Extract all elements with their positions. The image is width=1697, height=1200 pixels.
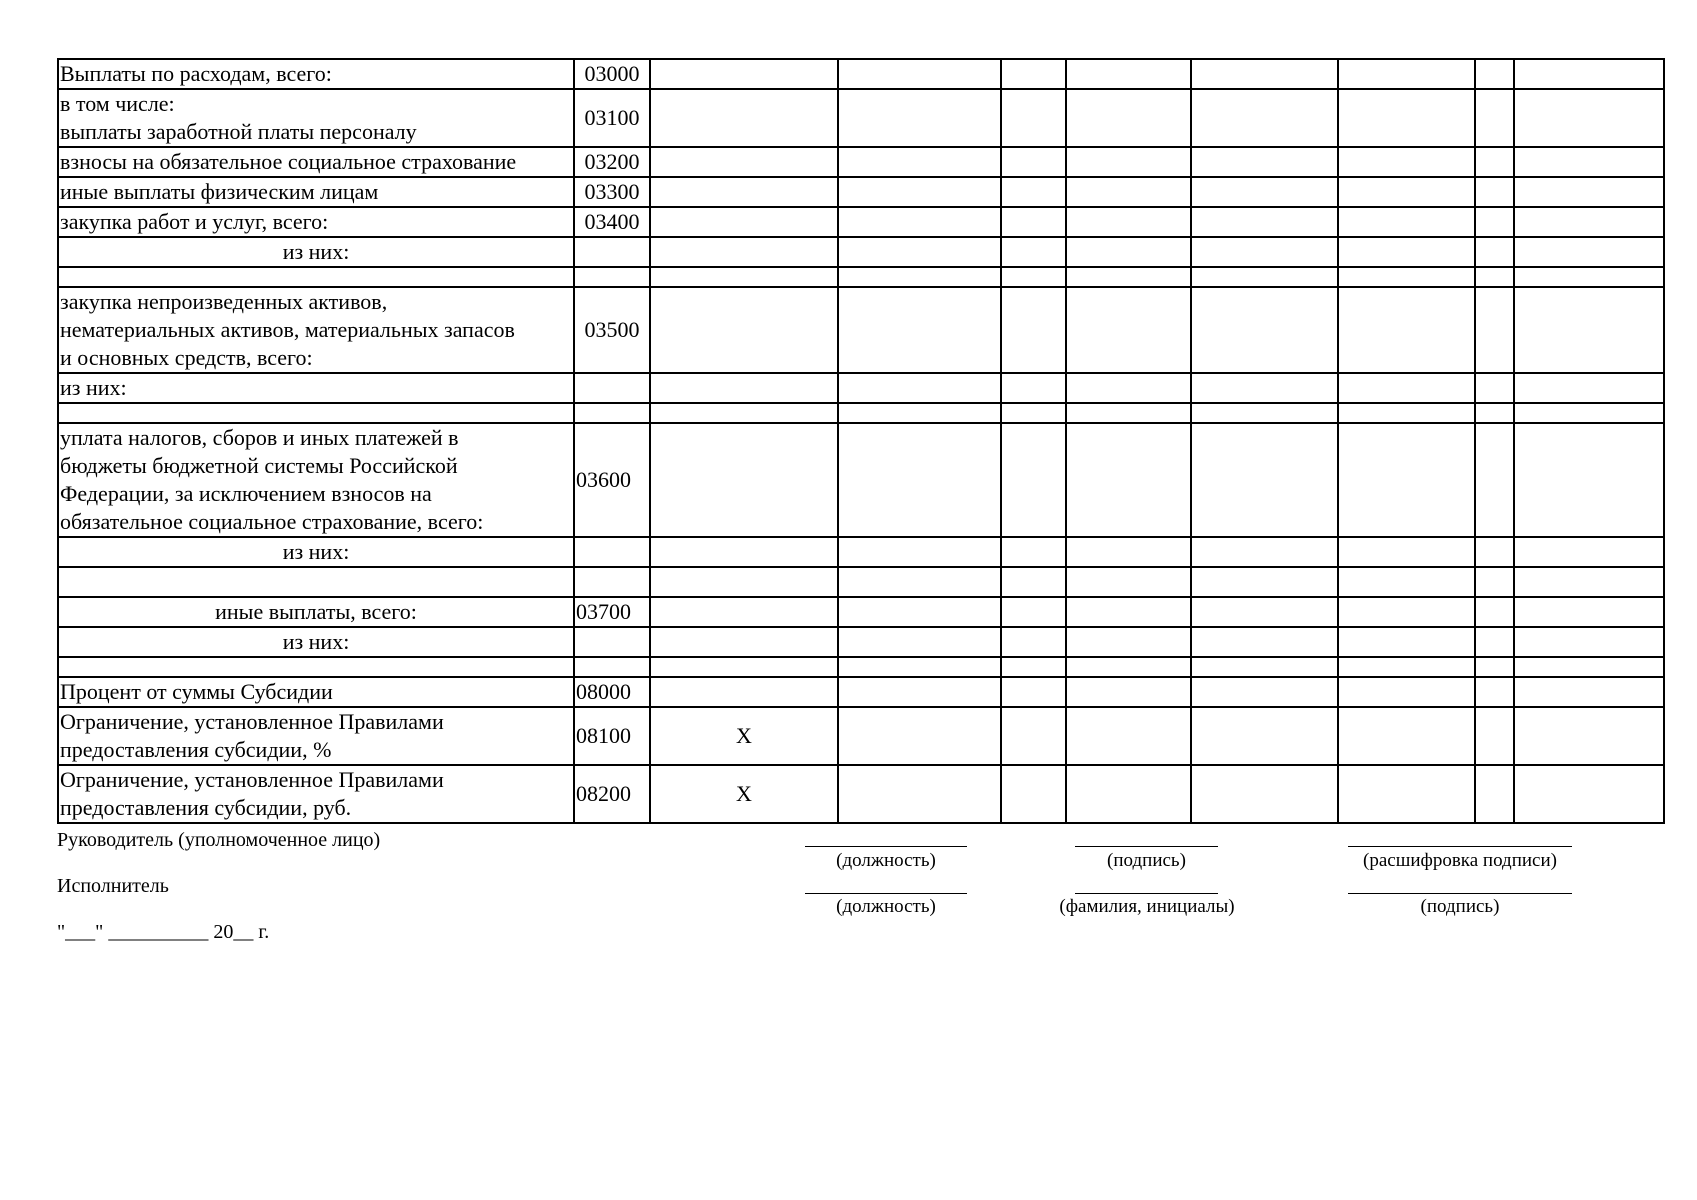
value-cell — [1001, 627, 1066, 657]
value-cell — [1475, 89, 1514, 147]
value-cell — [1475, 287, 1514, 373]
row-label: взносы на обязательное социальное страхование — [58, 147, 574, 177]
row-label-line: бюджеты бюджетной системы Российской — [60, 453, 458, 478]
value-cell — [1191, 237, 1338, 267]
signature-caption: (подпись) — [1420, 896, 1500, 917]
value-cell — [1191, 765, 1338, 823]
value-cell — [1001, 267, 1066, 287]
value-cell — [1001, 597, 1066, 627]
row-code: 03700 — [574, 597, 650, 627]
value-cell — [1514, 287, 1664, 373]
value-cell — [1191, 147, 1338, 177]
decoding-line — [1348, 846, 1572, 847]
value-cell — [1338, 403, 1475, 423]
value-cell — [1338, 707, 1475, 765]
value-cell — [1066, 237, 1191, 267]
value-cell — [1066, 373, 1191, 403]
value-cell — [1338, 537, 1475, 567]
value-cell — [1001, 177, 1066, 207]
x-mark: X — [650, 707, 838, 765]
value-cell — [1191, 267, 1338, 287]
value-cell — [1001, 89, 1066, 147]
value-cell — [1066, 677, 1191, 707]
row-code: 03300 — [574, 177, 650, 207]
row-label-line: предоставления субсидии, % — [60, 737, 332, 762]
value-cell — [1338, 177, 1475, 207]
table-row — [58, 267, 1664, 287]
value-cell — [1066, 177, 1191, 207]
value-cell — [1514, 627, 1664, 657]
decoding-caption: (расшифровка подписи) — [1363, 850, 1557, 871]
value-cell — [1001, 765, 1066, 823]
value-cell — [1475, 373, 1514, 403]
row-code: 03200 — [574, 147, 650, 177]
value-cell — [1191, 373, 1338, 403]
value-cell — [650, 89, 838, 147]
table-row — [58, 707, 1664, 765]
value-cell — [1066, 89, 1191, 147]
row-label — [58, 567, 574, 597]
value-cell — [838, 423, 1001, 537]
value-cell — [1514, 207, 1664, 237]
value-cell — [1514, 177, 1664, 207]
value-cell — [1001, 147, 1066, 177]
value-cell — [1191, 177, 1338, 207]
table-row — [58, 627, 1664, 657]
row-label-line: Ограничение, установленное Правилами — [60, 709, 444, 734]
value-cell — [1001, 707, 1066, 765]
value-cell — [838, 287, 1001, 373]
value-cell — [1514, 765, 1664, 823]
row-code: 03100 — [574, 89, 650, 147]
row-code: 03000 — [574, 59, 650, 89]
value-cell — [1191, 657, 1338, 677]
executor-label: Исполнитель — [57, 875, 169, 897]
row-label — [58, 765, 574, 823]
value-cell — [650, 207, 838, 237]
value-cell — [838, 373, 1001, 403]
value-cell — [838, 657, 1001, 677]
head-label: Руководитель (уполномоченное лицо) — [57, 829, 381, 851]
value-cell — [650, 267, 838, 287]
row-code: 08000 — [574, 677, 650, 707]
row-code — [574, 373, 650, 403]
value-cell — [1001, 237, 1066, 267]
value-cell — [1338, 423, 1475, 537]
value-cell — [1001, 567, 1066, 597]
date-line: "___" __________ 20__ г. — [57, 921, 270, 943]
value-cell — [838, 677, 1001, 707]
row-code — [574, 537, 650, 567]
row-label — [58, 707, 574, 765]
value-cell — [650, 177, 838, 207]
row-label-line: обязательное социальное страхование, всего: — [60, 509, 484, 534]
value-cell — [1338, 677, 1475, 707]
row-label-line: выплаты заработной платы персоналу — [60, 119, 417, 144]
row-code: 08200 — [574, 765, 650, 823]
value-cell — [1514, 677, 1664, 707]
value-cell — [838, 177, 1001, 207]
expenses-table — [57, 58, 1665, 824]
value-cell — [650, 567, 838, 597]
row-label: иные выплаты физическим лицам — [58, 177, 574, 207]
value-cell — [1475, 765, 1514, 823]
value-cell — [1475, 177, 1514, 207]
value-cell — [1338, 765, 1475, 823]
value-cell — [1338, 567, 1475, 597]
value-cell — [1338, 147, 1475, 177]
value-cell — [1191, 597, 1338, 627]
signature-line — [1348, 893, 1572, 894]
value-cell — [650, 403, 838, 423]
table-row — [58, 237, 1664, 267]
row-code — [574, 567, 650, 597]
row-label: из них: — [58, 373, 574, 403]
value-cell — [1338, 59, 1475, 89]
value-cell — [1001, 537, 1066, 567]
row-code — [574, 267, 650, 287]
table-row — [58, 765, 1664, 823]
value-cell — [1475, 677, 1514, 707]
row-label-line: уплата налогов, сборов и иных платежей в — [60, 425, 459, 450]
table-row — [58, 403, 1664, 423]
value-cell — [650, 147, 838, 177]
value-cell — [1514, 59, 1664, 89]
row-label-line: предоставления субсидии, руб. — [60, 795, 352, 820]
value-cell — [1514, 423, 1664, 537]
value-cell — [1338, 597, 1475, 627]
value-cell — [650, 373, 838, 403]
value-cell — [1191, 537, 1338, 567]
value-cell — [1514, 707, 1664, 765]
value-cell — [1001, 677, 1066, 707]
value-cell — [1338, 89, 1475, 147]
row-label: из них: — [58, 627, 574, 657]
value-cell — [650, 677, 838, 707]
value-cell — [1514, 567, 1664, 597]
value-cell — [1191, 707, 1338, 765]
row-label: Процент от суммы Субсидии — [58, 677, 574, 707]
table-row — [58, 59, 1664, 89]
value-cell — [1338, 287, 1475, 373]
value-cell — [1001, 373, 1066, 403]
row-label-line: в том числе: — [60, 91, 175, 116]
row-label — [58, 423, 574, 537]
table-row — [58, 373, 1664, 403]
value-cell — [1066, 627, 1191, 657]
value-cell — [1475, 237, 1514, 267]
value-cell — [1475, 537, 1514, 567]
value-cell — [1475, 627, 1514, 657]
value-cell — [650, 59, 838, 89]
value-cell — [1338, 237, 1475, 267]
row-code: 03500 — [574, 287, 650, 373]
value-cell — [1001, 403, 1066, 423]
value-cell — [838, 627, 1001, 657]
table-row — [58, 567, 1664, 597]
value-cell — [1001, 657, 1066, 677]
value-cell — [650, 657, 838, 677]
value-cell — [1514, 237, 1664, 267]
table-row — [58, 147, 1664, 177]
value-cell — [1514, 267, 1664, 287]
value-cell — [1066, 567, 1191, 597]
value-cell — [1514, 147, 1664, 177]
row-label — [58, 287, 574, 373]
row-label: иные выплаты, всего: — [58, 597, 574, 627]
row-label-line: Ограничение, установленное Правилами — [60, 767, 444, 792]
value-cell — [1475, 267, 1514, 287]
value-cell — [1066, 423, 1191, 537]
signature-caption: (подпись) — [1107, 850, 1186, 871]
value-cell — [1514, 89, 1664, 147]
x-mark: X — [650, 765, 838, 823]
row-label: из них: — [58, 537, 574, 567]
row-label-line: закупка непроизведенных активов, — [60, 289, 388, 314]
value-cell — [1191, 677, 1338, 707]
value-cell — [1475, 423, 1514, 537]
value-cell — [838, 237, 1001, 267]
value-cell — [650, 537, 838, 567]
value-cell — [1001, 287, 1066, 373]
value-cell — [650, 237, 838, 267]
value-cell — [1191, 423, 1338, 537]
value-cell — [1191, 287, 1338, 373]
row-code — [574, 403, 650, 423]
row-code — [574, 237, 650, 267]
value-cell — [1066, 207, 1191, 237]
value-cell — [1514, 537, 1664, 567]
position-line — [805, 846, 967, 847]
value-cell — [838, 207, 1001, 237]
position-line — [805, 893, 967, 894]
row-code: 03600 — [574, 423, 650, 537]
value-cell — [1475, 403, 1514, 423]
table-row — [58, 89, 1664, 147]
table-row — [58, 287, 1664, 373]
value-cell — [1475, 207, 1514, 237]
table-row — [58, 597, 1664, 627]
value-cell — [650, 287, 838, 373]
value-cell — [1191, 627, 1338, 657]
value-cell — [1475, 707, 1514, 765]
row-label — [58, 403, 574, 423]
value-cell — [1066, 287, 1191, 373]
value-cell — [838, 267, 1001, 287]
value-cell — [650, 627, 838, 657]
value-cell — [1338, 657, 1475, 677]
value-cell — [1191, 403, 1338, 423]
value-cell — [1514, 597, 1664, 627]
value-cell — [1191, 89, 1338, 147]
value-cell — [1475, 657, 1514, 677]
value-cell — [838, 59, 1001, 89]
value-cell — [838, 597, 1001, 627]
name-line — [1075, 893, 1218, 894]
value-cell — [1475, 597, 1514, 627]
row-label: из них: — [58, 237, 574, 267]
value-cell — [1066, 59, 1191, 89]
value-cell — [1191, 567, 1338, 597]
position-caption: (должность) — [836, 850, 936, 871]
value-cell — [838, 89, 1001, 147]
row-label-line: и основных средств, всего: — [60, 345, 313, 370]
value-cell — [1066, 597, 1191, 627]
value-cell — [838, 147, 1001, 177]
row-code: 08100 — [574, 707, 650, 765]
value-cell — [1191, 59, 1338, 89]
value-cell — [1475, 147, 1514, 177]
table-row — [58, 207, 1664, 237]
row-label — [58, 267, 574, 287]
name-caption: (фамилия, инициалы) — [1059, 896, 1235, 917]
value-cell — [1514, 373, 1664, 403]
table-row — [58, 657, 1664, 677]
row-label-line: нематериальных активов, материальных запасов — [60, 317, 515, 342]
value-cell — [838, 707, 1001, 765]
value-cell — [650, 423, 838, 537]
table-row — [58, 423, 1664, 537]
row-label — [58, 657, 574, 677]
row-code — [574, 657, 650, 677]
value-cell — [1191, 207, 1338, 237]
table-row — [58, 537, 1664, 567]
value-cell — [1338, 267, 1475, 287]
value-cell — [838, 765, 1001, 823]
value-cell — [1514, 657, 1664, 677]
value-cell — [1001, 423, 1066, 537]
signature-line — [1075, 846, 1218, 847]
row-label: Выплаты по расходам, всего: — [58, 59, 574, 89]
value-cell — [838, 567, 1001, 597]
value-cell — [1338, 373, 1475, 403]
value-cell — [1001, 207, 1066, 237]
value-cell — [1066, 707, 1191, 765]
value-cell — [1475, 567, 1514, 597]
value-cell — [1001, 59, 1066, 89]
value-cell — [1475, 59, 1514, 89]
value-cell — [838, 537, 1001, 567]
row-label: закупка работ и услуг, всего: — [58, 207, 574, 237]
table-row — [58, 177, 1664, 207]
value-cell — [1066, 267, 1191, 287]
value-cell — [650, 597, 838, 627]
table-row — [58, 677, 1664, 707]
value-cell — [1338, 627, 1475, 657]
value-cell — [1514, 403, 1664, 423]
value-cell — [1066, 537, 1191, 567]
value-cell — [1338, 207, 1475, 237]
value-cell — [1066, 403, 1191, 423]
value-cell — [1066, 765, 1191, 823]
value-cell — [1066, 657, 1191, 677]
value-cell — [1066, 147, 1191, 177]
row-code: 03400 — [574, 207, 650, 237]
row-code — [574, 627, 650, 657]
position-caption: (должность) — [836, 896, 936, 917]
value-cell — [838, 403, 1001, 423]
row-label — [58, 89, 574, 147]
row-label-line: Федерации, за исключением взносов на — [60, 481, 432, 506]
